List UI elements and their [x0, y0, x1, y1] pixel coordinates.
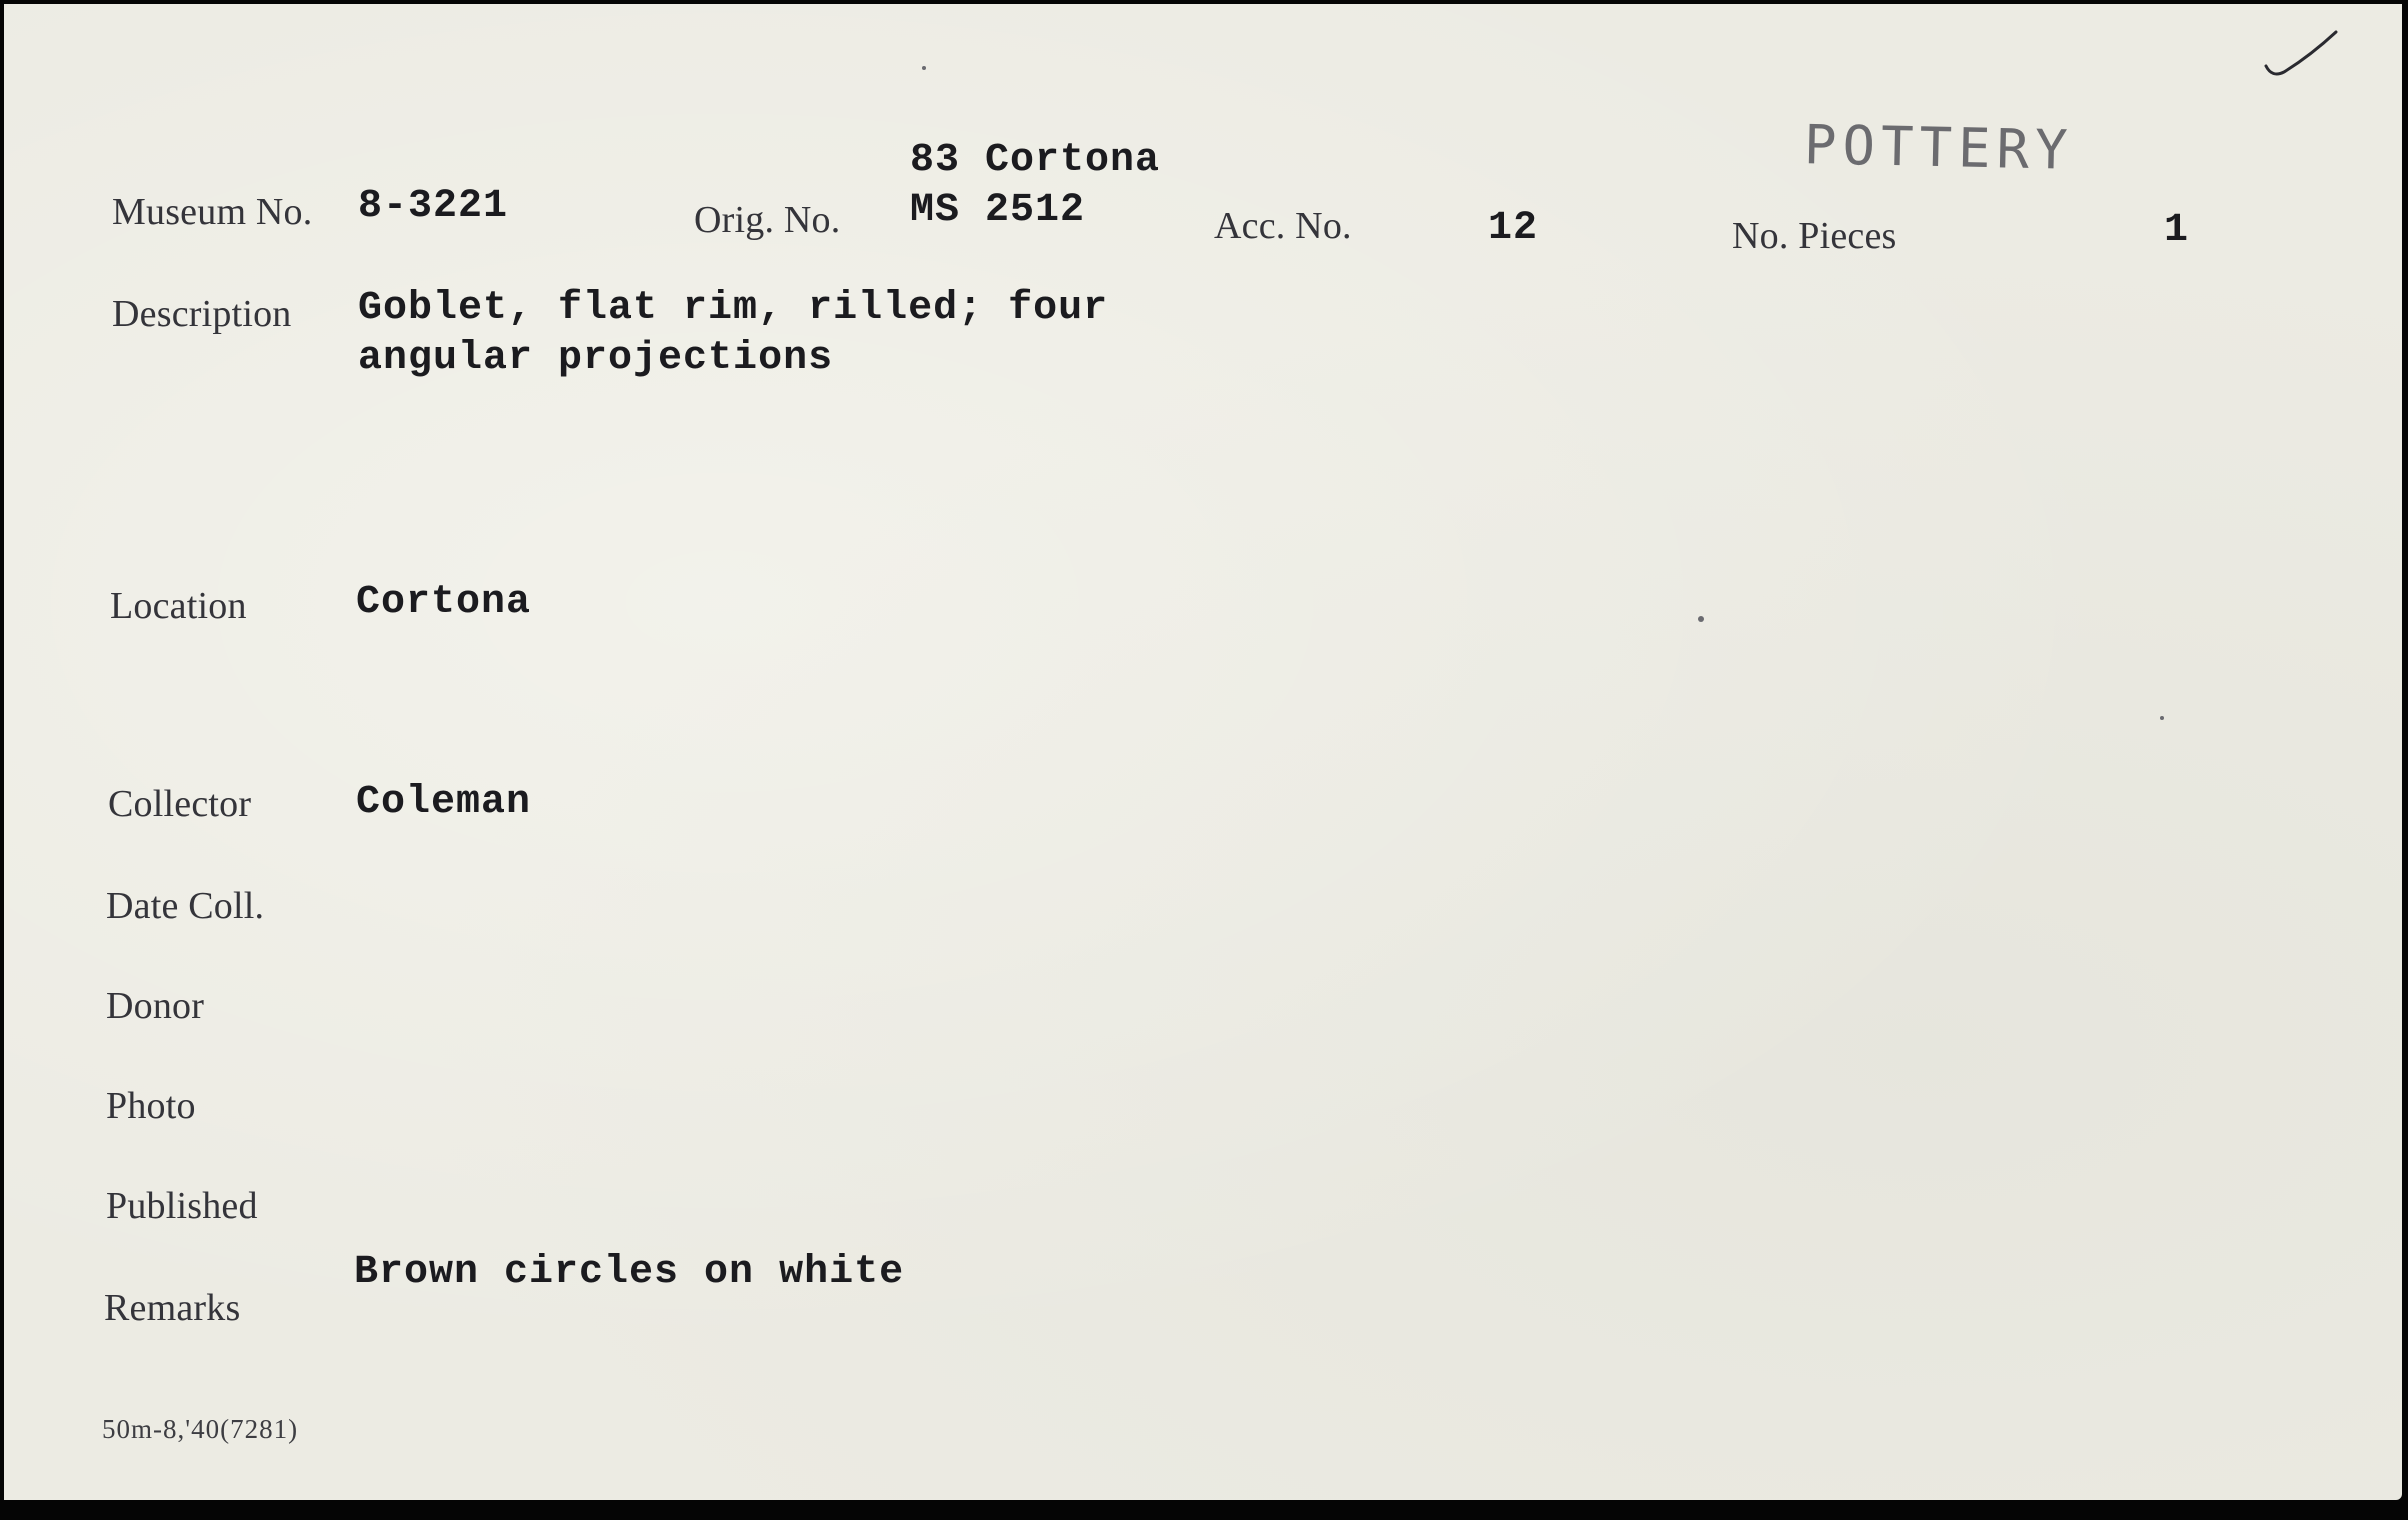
acc-no-label: Acc. No.: [1214, 205, 1352, 247]
orig-no-value-line2: MS 2512: [910, 188, 1086, 233]
check-mark-icon: [2262, 26, 2342, 86]
remarks-value: Brown circles on white: [354, 1250, 905, 1295]
paper-speck: [2160, 716, 2164, 720]
paper-speck: [1698, 616, 1704, 622]
catalog-card: [4, 4, 2402, 1500]
acc-no-value: 12: [1488, 206, 1539, 251]
location-label: Location: [110, 585, 247, 627]
collector-value: Coleman: [356, 780, 532, 825]
orig-no-label: Orig. No.: [694, 199, 841, 241]
pottery-stamp: POTTERY: [1803, 113, 2075, 182]
museum-no-value: 8-3221: [358, 184, 509, 229]
description-value-line1: Goblet, flat rim, rilled; four: [358, 286, 1109, 331]
photo-label: Photo: [106, 1085, 196, 1127]
donor-label: Donor: [106, 985, 205, 1027]
no-pieces-value: 1: [2164, 208, 2190, 253]
orig-no-value-line1: 83 Cortona: [910, 138, 1161, 183]
location-value: Cortona: [356, 580, 532, 625]
collector-label: Collector: [108, 783, 252, 825]
museum-no-label: Museum No.: [112, 191, 313, 233]
date-coll-label: Date Coll.: [106, 885, 265, 927]
print-code: 50m-8,'40(7281): [102, 1414, 299, 1444]
description-label: Description: [112, 293, 292, 335]
description-value-line2: angular projections: [358, 336, 834, 381]
remarks-label: Remarks: [104, 1287, 241, 1329]
paper-speck: [922, 66, 926, 70]
published-label: Published: [106, 1185, 258, 1227]
no-pieces-label: No. Pieces: [1732, 215, 1897, 257]
